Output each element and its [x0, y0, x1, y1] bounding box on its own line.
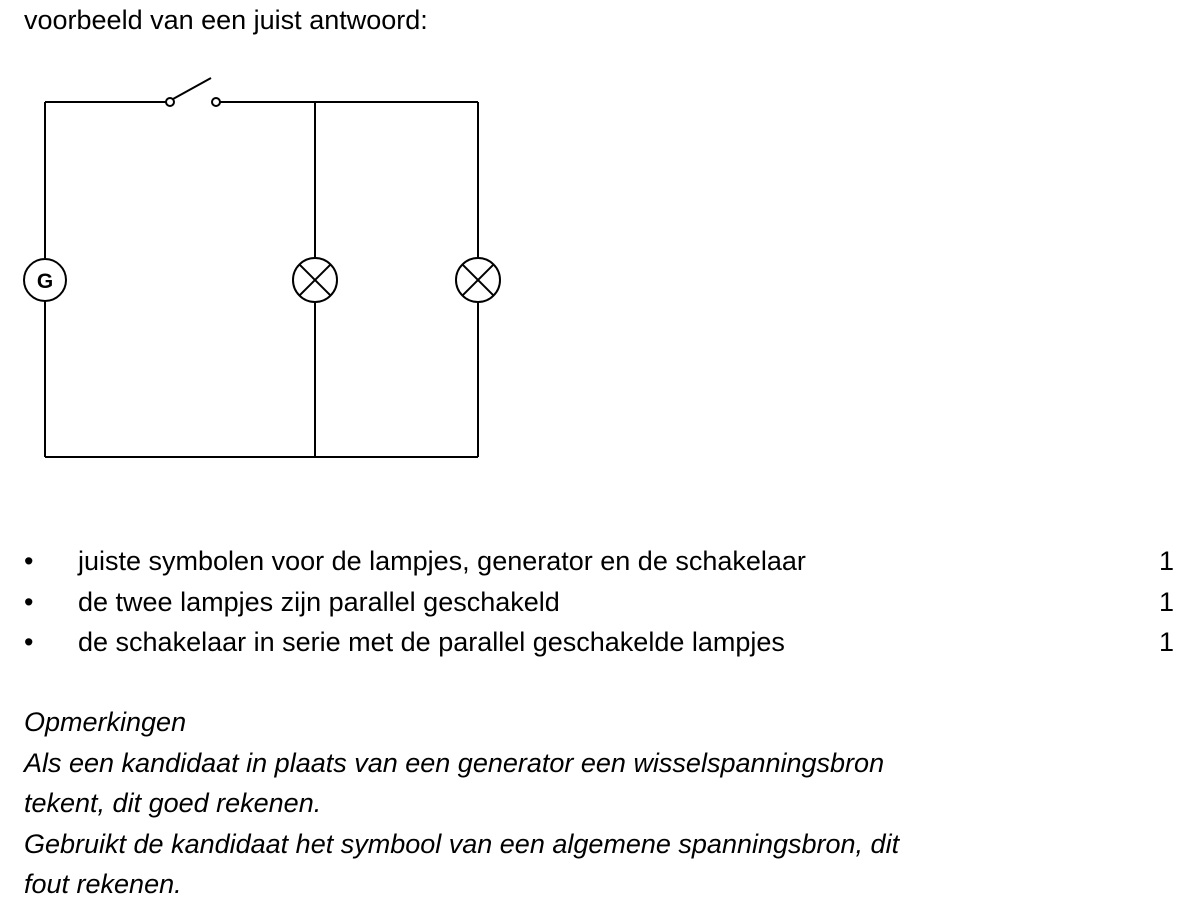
- switch-symbol: [166, 78, 220, 106]
- bullet: •: [24, 546, 34, 576]
- switch-contact-right: [212, 98, 220, 106]
- remarks-line: Gebruikt de kandidaat het symbool van een algemene spanningsbron, dit: [24, 828, 900, 859]
- switch-lever: [173, 78, 211, 99]
- criterion-points: 1: [1158, 627, 1174, 657]
- criterion-item: [24, 622, 1174, 663]
- lamp-symbol-2: [456, 258, 500, 302]
- switch-contact-left: [166, 98, 174, 106]
- remarks-line: Als een kandidaat in plaats van een generator een wisselspanningsbron: [24, 747, 885, 778]
- bullet: •: [24, 586, 34, 617]
- criterion-points: 1: [1158, 546, 1174, 576]
- generator-symbol: [24, 259, 66, 301]
- criterion-item: [24, 541, 1174, 582]
- lamp-symbol-1: [293, 258, 337, 302]
- intro-text: voorbeeld van een juist antwoord:: [24, 5, 428, 35]
- criterion-text: juiste symbolen voor de lampjes, generator en de schakelaar: [78, 546, 806, 576]
- remarks-section: [24, 702, 1164, 905]
- criterion-text: de twee lampjes zijn parallel geschakeld: [78, 586, 560, 617]
- generator-label: G: [36, 270, 54, 293]
- criterion-item: [24, 582, 1174, 623]
- remarks-heading: Opmerkingen: [24, 707, 187, 737]
- scoring-criteria: [24, 541, 1174, 663]
- bullet: •: [24, 627, 34, 657]
- criterion-text: de schakelaar in serie met de parallel geschakelde lampjes: [78, 627, 785, 657]
- remarks-line: tekent, dit goed rekenen.: [24, 788, 322, 818]
- criterion-points: 1: [1158, 586, 1174, 617]
- remarks-line: fout rekenen.: [24, 869, 182, 899]
